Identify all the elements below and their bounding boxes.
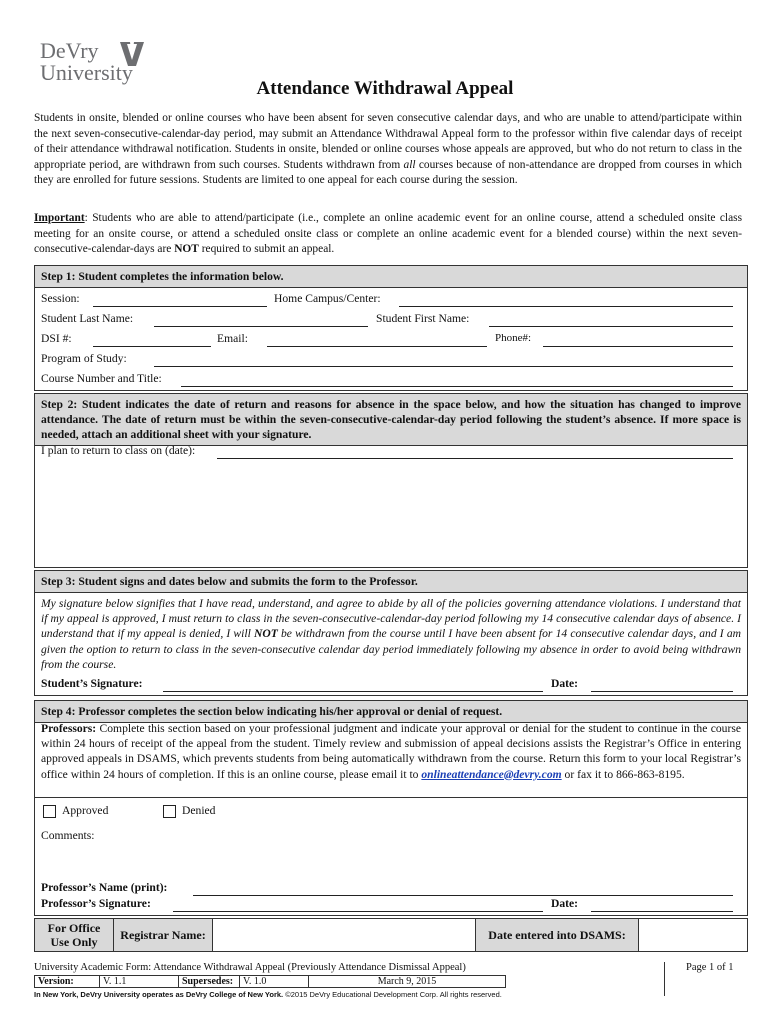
step4-instructions xyxy=(41,721,741,782)
professor-date-field[interactable] xyxy=(591,897,733,912)
row-student-signature xyxy=(41,677,741,695)
session-label: Session: xyxy=(41,292,80,305)
supersedes-value: V. 1.0 xyxy=(240,976,309,988)
office-use-table xyxy=(34,918,748,952)
step3-agreement xyxy=(41,596,741,672)
step1-heading: Step 1: Student completes the information below. xyxy=(35,266,747,288)
legal-copyright: ©2015 DeVry Educational Development Corp. All rights reserved. xyxy=(283,990,502,999)
email-field[interactable] xyxy=(267,332,487,347)
important-label: Important xyxy=(34,212,85,224)
important-not: NOT xyxy=(174,243,199,255)
professor-signature-field[interactable] xyxy=(173,897,543,912)
row-professor-signature xyxy=(41,897,741,915)
step3-text-a: My signature below signifies that I have read, understand, and agree to abide by all of the policies governing attendance violations. I understand that if my appeal is approved, I must return to class in the seven-consecutive-calendar-day period following my 14 consecutive calendar days of absence. I understand that if my appeal is denied, I will xyxy=(41,597,741,641)
row-return-date xyxy=(41,444,741,462)
professor-date-label: Date: xyxy=(551,897,579,910)
dsi-field[interactable] xyxy=(93,332,211,347)
professor-name-field[interactable] xyxy=(193,881,733,896)
step2-section xyxy=(34,393,748,568)
step2-heading: Step 2: Student indicates the date of return and reasons for absence in the space below, and how the situation has changed to improve attendance. The date of return must be within the seven-consecutive-calendar-day period following the student’s absence. If more space is needed, attach an additional sheet with your signature. xyxy=(35,394,747,446)
approved-label: Approved xyxy=(62,804,109,817)
supersedes-label: Supersedes: xyxy=(179,976,240,988)
phone-label: Phone#: xyxy=(495,332,532,344)
intro-paragraph xyxy=(34,111,742,189)
form-title: Attendance Withdrawal Appeal xyxy=(256,78,514,99)
course-label: Course Number and Title: xyxy=(41,372,162,385)
denied-option[interactable] xyxy=(163,804,215,818)
intro-text-b: courses because of non-attendance are dropped from courses in which they are enrolled for future sessions. Students are limited to one appeal for each course during the session. xyxy=(34,158,742,186)
last-name-field[interactable] xyxy=(154,312,368,327)
home-campus-field[interactable] xyxy=(399,292,733,307)
online-attendance-email-link[interactable]: onlineattendance@devry.com xyxy=(421,767,562,781)
devry-shield-icon xyxy=(118,40,146,68)
student-date-label: Date: xyxy=(551,677,579,690)
step3-section xyxy=(34,570,748,696)
session-field[interactable] xyxy=(93,292,267,307)
student-date-field[interactable] xyxy=(591,677,733,692)
step4-divider xyxy=(35,797,747,798)
student-signature-field[interactable] xyxy=(163,677,543,692)
step4-heading: Step 4: Professor completes the section below indicating his/her approval or denial of request. xyxy=(35,701,747,723)
course-field[interactable] xyxy=(181,372,733,387)
step3-heading: Step 3: Student signs and dates below and submits the form to the Professor. xyxy=(35,571,747,593)
row-program xyxy=(41,352,741,370)
page-number: Page 1 of 1 xyxy=(686,962,734,973)
step3-not: NOT xyxy=(254,627,278,641)
row-session xyxy=(41,292,741,310)
logo-line-devry: DeVry xyxy=(40,38,99,63)
row-names xyxy=(41,312,741,330)
first-name-field[interactable] xyxy=(489,312,733,327)
comments-label: Comments: xyxy=(41,829,95,842)
program-field[interactable] xyxy=(154,352,733,367)
email-label: Email: xyxy=(217,332,248,345)
approved-option[interactable] xyxy=(43,804,108,818)
phone-field[interactable] xyxy=(543,332,733,347)
footer-legal xyxy=(34,990,502,999)
version-label: Version: xyxy=(35,976,100,988)
form-date: March 9, 2015 xyxy=(309,976,506,988)
step4-text: Complete this section based on your professional judgment and indicate your approval or denial for the student to continue in the course within 24 hours of receipt of the appeal from the student. Timely review and submission of appeal decisions assists the Registrar’s Office in entering approved appeals in DSAMS, which prevents students from being automatically withdrawn from the course. Return this form to your local Registrar’s office within 24 hours of completion. If this is an online course, please email it to xyxy=(41,722,741,781)
step1-section xyxy=(34,265,748,391)
registrar-name-field[interactable] xyxy=(213,919,476,952)
last-name-label: Student Last Name: xyxy=(41,312,134,325)
row-comments xyxy=(41,829,741,847)
denied-checkbox[interactable] xyxy=(163,805,176,818)
row-contact xyxy=(41,332,741,350)
professor-name-label: Professor’s Name (print): xyxy=(41,881,168,894)
row-decision xyxy=(41,804,741,822)
important-text-b: required to submit an appeal. xyxy=(198,243,335,255)
legal-ny: In New York, DeVry University operates as DeVry College of New York. xyxy=(34,990,284,999)
row-course xyxy=(41,372,741,390)
professors-label: Professors: xyxy=(41,722,97,735)
student-signature-label: Student’s Signature: xyxy=(41,677,143,690)
version-value: V. 1.1 xyxy=(100,976,179,988)
dsams-date-label: Date entered into DSAMS: xyxy=(476,919,639,952)
registrar-name-label: Registrar Name: xyxy=(114,919,213,952)
denied-label: Denied xyxy=(182,804,216,817)
program-label: Program of Study: xyxy=(41,352,127,365)
version-table xyxy=(34,975,506,988)
logo-line-university: University xyxy=(40,60,133,85)
return-date-field[interactable] xyxy=(217,444,733,459)
professor-signature-label: Professor’s Signature: xyxy=(41,897,151,910)
step3-text-b: be withdrawn from the course until I have been absent for 14 consecutive calendar days, and I am given the option to return to class in the seven-consecutive calendar day period immediately following my absence in order to avoid being withdrawn from the course. xyxy=(41,627,742,671)
important-paragraph xyxy=(34,211,742,258)
return-date-label: I plan to return to class on (date): xyxy=(41,444,196,457)
approved-checkbox[interactable] xyxy=(43,805,56,818)
footer-form-name: University Academic Form: Attendance Withdrawal Appeal (Previously Attendance Dismissal Appeal) xyxy=(34,962,466,973)
intro-all: all xyxy=(403,158,416,171)
intro-text-a: Students in onsite, blended or online courses who have been absent for seven consecutive calendar days, and who are unable to attend/participate within the next seven-consecutive-calendar-day period, may submit an Attendance Withdrawal Appeal form to the professor within five calendar days of receipt of their attendance withdrawal notification. Students in onsite, blended or online courses whose appeals are approved, but who do not return to class in the appropriate period, are withdrawn from such courses. Students withdrawn from xyxy=(34,112,742,171)
first-name-label: Student First Name: xyxy=(376,312,470,325)
home-campus-label: Home Campus/Center: xyxy=(274,292,381,305)
for-office-use-cell: For Office Use Only xyxy=(35,919,114,952)
dsi-label: DSI #: xyxy=(41,332,72,345)
important-text-a: : Students who are able to attend/participate (i.e., complete an online academic event for an online course, attend a scheduled onsite class meeting for an onsite course, or attend a scheduled onsite class or complete an online academic event for a blended course) within the next seven-consecutive-calendar-days are xyxy=(34,212,742,255)
step4-section xyxy=(34,700,748,916)
step4-text-b: or fax it to 866-863-8195. xyxy=(561,767,685,781)
dsams-date-field[interactable] xyxy=(639,919,748,952)
absence-reason-area[interactable] xyxy=(41,466,741,561)
